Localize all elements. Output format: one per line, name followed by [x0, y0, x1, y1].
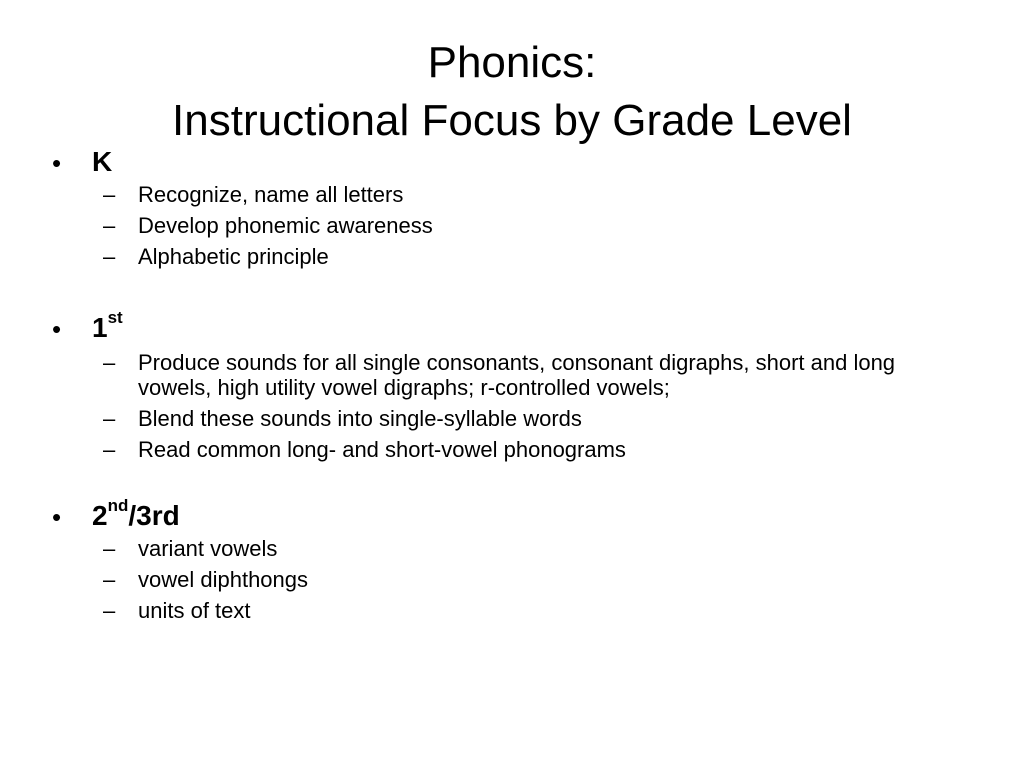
dash-icon: – [103, 536, 116, 561]
sub-item-text: Blend these sounds into single-syllable words [138, 406, 582, 431]
slide-title-line-2: Instructional Focus by Grade Level [172, 96, 852, 145]
bullet-dot-icon: • [52, 314, 62, 344]
sub-list [0, 350, 1024, 462]
sub-item [0, 182, 1024, 207]
bullet-second-third-grade [0, 495, 1024, 629]
slide-title-line-1: Phonics: [427, 38, 597, 87]
dash-icon: – [103, 182, 116, 207]
dash-icon: – [103, 213, 116, 238]
sub-item-text: Produce sounds for all single consonants, consonant digraphs, short and long vowels, high utility vowel digraphs; r-controlled vowels; [138, 350, 896, 400]
bullet-label: 2nd/3rd [92, 495, 180, 531]
dash-icon: – [103, 567, 116, 592]
sub-item-text: Recognize, name all letters [138, 182, 404, 207]
sub-list [0, 182, 1024, 269]
sub-item [0, 213, 1024, 238]
dash-icon: – [103, 406, 116, 431]
sub-item-text: Alphabetic principle [138, 244, 329, 269]
bullet-first-grade [0, 307, 1024, 468]
sub-item-text: variant vowels [138, 536, 278, 561]
sub-item [0, 598, 1024, 623]
sub-item-text: Develop phonemic awareness [138, 213, 433, 238]
sub-item-text: vowel diphthongs [138, 567, 309, 592]
bullet-label: 1st [92, 307, 123, 343]
sub-item-text: units of text [138, 598, 251, 623]
dash-icon: – [103, 350, 116, 375]
bullet-kindergarten [0, 146, 1024, 275]
sub-item-text: Read common long- and short-vowel phonograms [138, 437, 626, 462]
sub-item [0, 536, 1024, 561]
dash-icon: – [103, 598, 116, 623]
sub-item [0, 350, 1024, 400]
sub-item [0, 244, 1024, 269]
bullet-dot-icon: • [52, 502, 62, 532]
sub-item [0, 437, 1024, 462]
ordinal-suffix: nd [107, 495, 129, 515]
slide-title [0, 34, 1024, 150]
ordinal-suffix: st [107, 307, 123, 327]
dash-icon: – [103, 244, 116, 269]
sub-item [0, 567, 1024, 592]
sub-item [0, 406, 1024, 431]
sub-list [0, 536, 1024, 623]
dash-icon: – [103, 437, 116, 462]
bullet-dot-icon: • [52, 148, 62, 178]
bullet-label: K [92, 146, 113, 177]
